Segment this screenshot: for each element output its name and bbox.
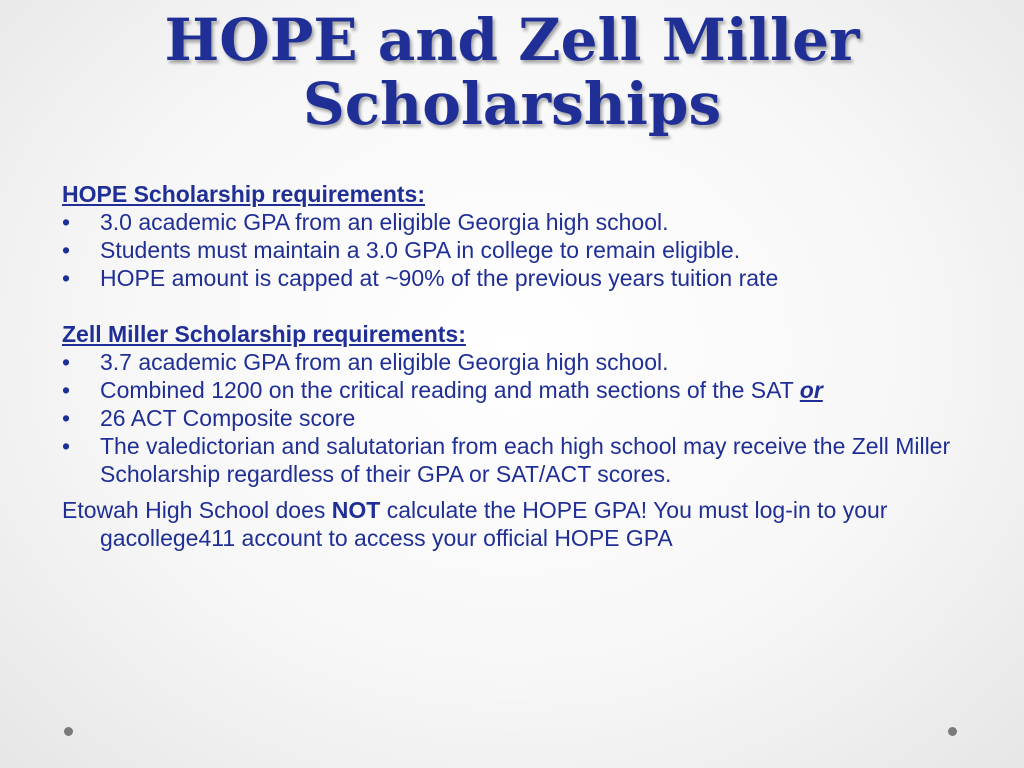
list-item <box>62 264 982 292</box>
list-item-text: 3.0 academic GPA from an eligible Georgia high school. <box>100 209 669 235</box>
list-item <box>62 404 982 432</box>
note-suffix: calculate the HOPE GPA! You must log-in to your gacollege411 account to access your official HOPE GPA <box>100 497 888 551</box>
list-item-text: 3.7 academic GPA from an eligible Georgia high school. <box>100 349 669 375</box>
hope-heading: HOPE Scholarship requirements: <box>62 181 425 207</box>
bullet-icon: • <box>62 349 71 375</box>
corner-dot-right-icon <box>948 727 957 736</box>
list-item <box>62 376 982 404</box>
bullet-icon: • <box>62 265 71 291</box>
bullet-icon: • <box>62 433 71 459</box>
bullet-icon: • <box>62 405 71 431</box>
spacer <box>62 292 982 320</box>
title-line-2: Scholarships <box>302 70 722 138</box>
list-item-text: Combined 1200 on the critical reading and math sections of the SAT <box>100 377 794 403</box>
zell-requirements-list <box>62 348 982 488</box>
hope-requirements-list <box>62 208 982 292</box>
bullet-icon: • <box>62 237 71 263</box>
list-item <box>62 432 982 488</box>
or-emphasis: or <box>799 377 823 403</box>
list-item <box>62 236 982 264</box>
bullet-icon: • <box>62 209 71 235</box>
list-item-text: The valedictorian and salutatorian from each high school may receive the Zell Miller Scholarship regardless of their GPA or SAT/ACT scores. <box>100 433 951 487</box>
slide-title <box>0 8 1024 136</box>
list-item <box>62 208 982 236</box>
corner-dot-left-icon <box>64 727 73 736</box>
hope-gpa-note <box>62 496 982 552</box>
list-item-text: Students must maintain a 3.0 GPA in college to remain eligible. <box>100 237 741 263</box>
title-line-1: HOPE and Zell Miller <box>164 6 860 74</box>
list-item <box>62 348 982 376</box>
list-item-text: HOPE amount is capped at ~90% of the previous years tuition rate <box>100 265 779 291</box>
note-emphasis: NOT <box>331 497 381 523</box>
bullet-icon: • <box>62 377 71 403</box>
slide-body <box>62 180 982 552</box>
zell-heading: Zell Miller Scholarship requirements: <box>62 321 466 347</box>
list-item-text: 26 ACT Composite score <box>100 405 356 431</box>
note-prefix: Etowah High School does <box>62 497 326 523</box>
